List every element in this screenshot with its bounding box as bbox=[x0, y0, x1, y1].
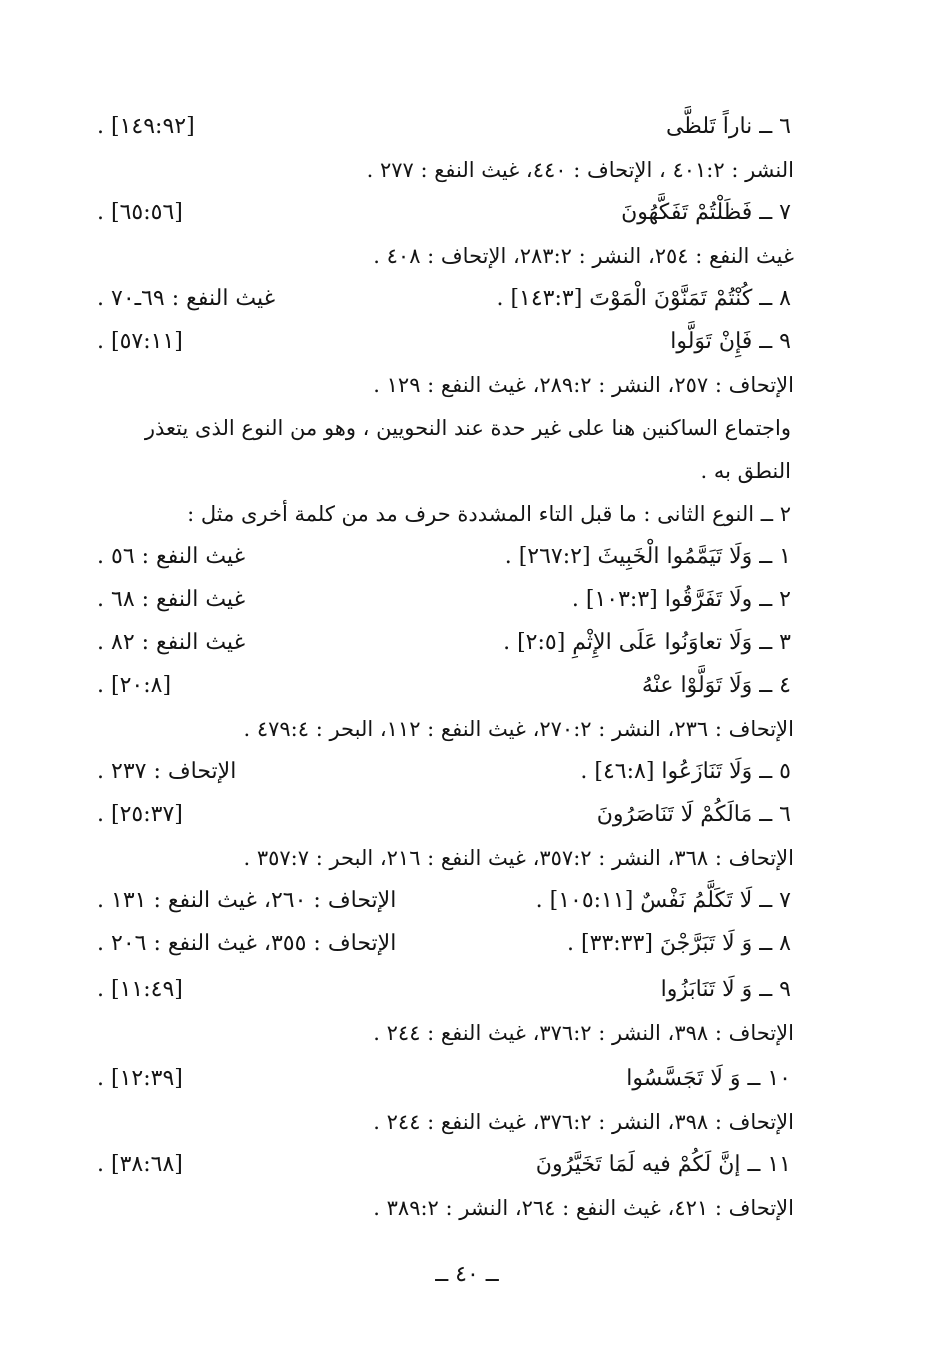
item-3-sources: غيث النفع : ٨٢ . bbox=[97, 630, 246, 655]
item-10-ref: [١٢:٣٩] . bbox=[97, 1066, 183, 1091]
item-9-verse: ٩ ــ وَ لَا تَنَابَزُوا bbox=[660, 977, 791, 1002]
item-9-ref: [١١:٤٩] . bbox=[97, 977, 183, 1002]
entry-9-ref: [٥٧:١١] . bbox=[97, 329, 183, 354]
item-9-sources: الإتحاف : ٣٩٨، النشر : ٣٧٦:٢، غيث النفع : ٢٤٤ . bbox=[373, 1021, 794, 1045]
item-7-verse: ٧ ــ لَا تَكَلَّمُ نَفْسٌ [١٠٥:١١] . bbox=[535, 888, 791, 913]
item-1-verse: ١ ــ وَلَا تَيَمَّمُوا الْخَبِيثَ [٢٦٧:٢] . bbox=[504, 544, 791, 569]
page-number: ــ ٤٠ ــ bbox=[435, 1262, 499, 1287]
item-6-sources: الإتحاف : ٣٦٨، النشر : ٣٥٧:٢، غيث النفع : ٢١٦، البحر : ٣٥٧:٧ . bbox=[243, 846, 794, 870]
entry-7-sources: غيث النفع : ٢٥٤، النشر : ٢٨٣:٢، الإتحاف : ٤٠٨ . bbox=[373, 244, 794, 268]
item-11-sources: الإتحاف : ٤٢١، غيث النفع : ٢٦٤، النشر : ٣٨٩:٢ . bbox=[373, 1196, 794, 1220]
entry-8-verse: ٨ ــ كُنْتُمْ تَمَنَّوْنَ الْمَوْتَ [١٤٣:٣] . bbox=[496, 286, 791, 311]
item-6-ref: [٢٥:٣٧] . bbox=[97, 802, 183, 827]
entry-6-sources: النشر : ٤٠١:٢ ، الإتحاف : ٤٤٠، غيث النفع : ٢٧٧ . bbox=[366, 158, 794, 182]
item-11-ref: [٣٨:٦٨] . bbox=[97, 1152, 183, 1177]
item-2-sources: غيث النفع : ٦٨ . bbox=[97, 587, 246, 612]
item-3-verse: ٣ ــ وَلَا تعاوَنُوا عَلَى الإِثْمِ [٢:٥] . bbox=[503, 630, 791, 655]
entry-8-sources: غيث النفع : ٦٩ـ٧٠ . bbox=[97, 286, 276, 311]
item-5-sources: الإتحاف : ٢٣٧ . bbox=[97, 759, 237, 784]
item-10-sources: الإتحاف : ٣٩٨، النشر : ٣٧٦:٢، غيث النفع : ٢٤٤ . bbox=[373, 1110, 794, 1134]
section-heading: ٢ ــ النوع الثانى : ما قبل التاء المشددة حرف مد من كلمة أخرى مثل : bbox=[187, 502, 791, 526]
paragraph-line-1: واجتماع الساكنين هنا على غير حدة عند النحويين ، وهو من النوع الذى يتعذر bbox=[144, 416, 791, 440]
entry-7-ref: [٦٥:٥٦] . bbox=[97, 200, 183, 225]
item-5-verse: ٥ ــ وَلَا تَنَازَعُوا [٤٦:٨] . bbox=[580, 759, 791, 784]
item-8-sources: الإتحاف : ٣٥٥، غيث النفع : ٢٠٦ . bbox=[97, 931, 397, 956]
item-4-ref: [٢٠:٨] . bbox=[97, 673, 172, 698]
item-2-verse: ٢ ــ ولَا تَفَرَّقُوا [١٠٣:٣] . bbox=[571, 587, 791, 612]
item-7-sources: الإتحاف : ٢٦٠، غيث النفع : ١٣١ . bbox=[97, 888, 397, 913]
item-4-sources: الإتحاف : ٢٣٦، النشر : ٢٧٠:٢، غيث النفع : ١١٢، البحر : ٤٧٩:٤ . bbox=[243, 717, 794, 741]
item-1-sources: غيث النفع : ٥٦ . bbox=[97, 544, 246, 569]
entry-6-verse: ٦ ــ ناراً تَلظَّى bbox=[665, 114, 791, 139]
item-10-verse: ١٠ ــ وَ لَا تَجَسَّسُوا bbox=[626, 1066, 791, 1091]
entry-9-verse: ٩ ــ فَإِنْ تَوَلَّوا bbox=[670, 329, 791, 354]
paragraph-line-2: النطق به . bbox=[700, 459, 791, 483]
item-4-verse: ٤ ــ وَلَا تَوَلَّوْا عنْهُ bbox=[641, 673, 791, 698]
entry-6-ref: [١٤٩:٩٢] . bbox=[97, 114, 195, 139]
entry-9-sources: الإتحاف : ٢٥٧، النشر : ٢٨٩:٢، غيث النفع : ١٢٩ . bbox=[373, 373, 794, 397]
entry-7-verse: ٧ ــ فَظَلْتُمْ تَفَكَّهُونَ bbox=[621, 200, 791, 225]
item-8-verse: ٨ ــ وَ لَا تَبَرَّجْنَ [٣٣:٣٣] . bbox=[567, 931, 791, 956]
item-11-verse: ١١ ــ إنَّ لَكُمْ فيه لَمَا تَخَيَّرُونَ bbox=[535, 1152, 791, 1177]
item-6-verse: ٦ ــ مَالَكُمْ لَا تَنَاصَرُونَ bbox=[596, 802, 791, 827]
